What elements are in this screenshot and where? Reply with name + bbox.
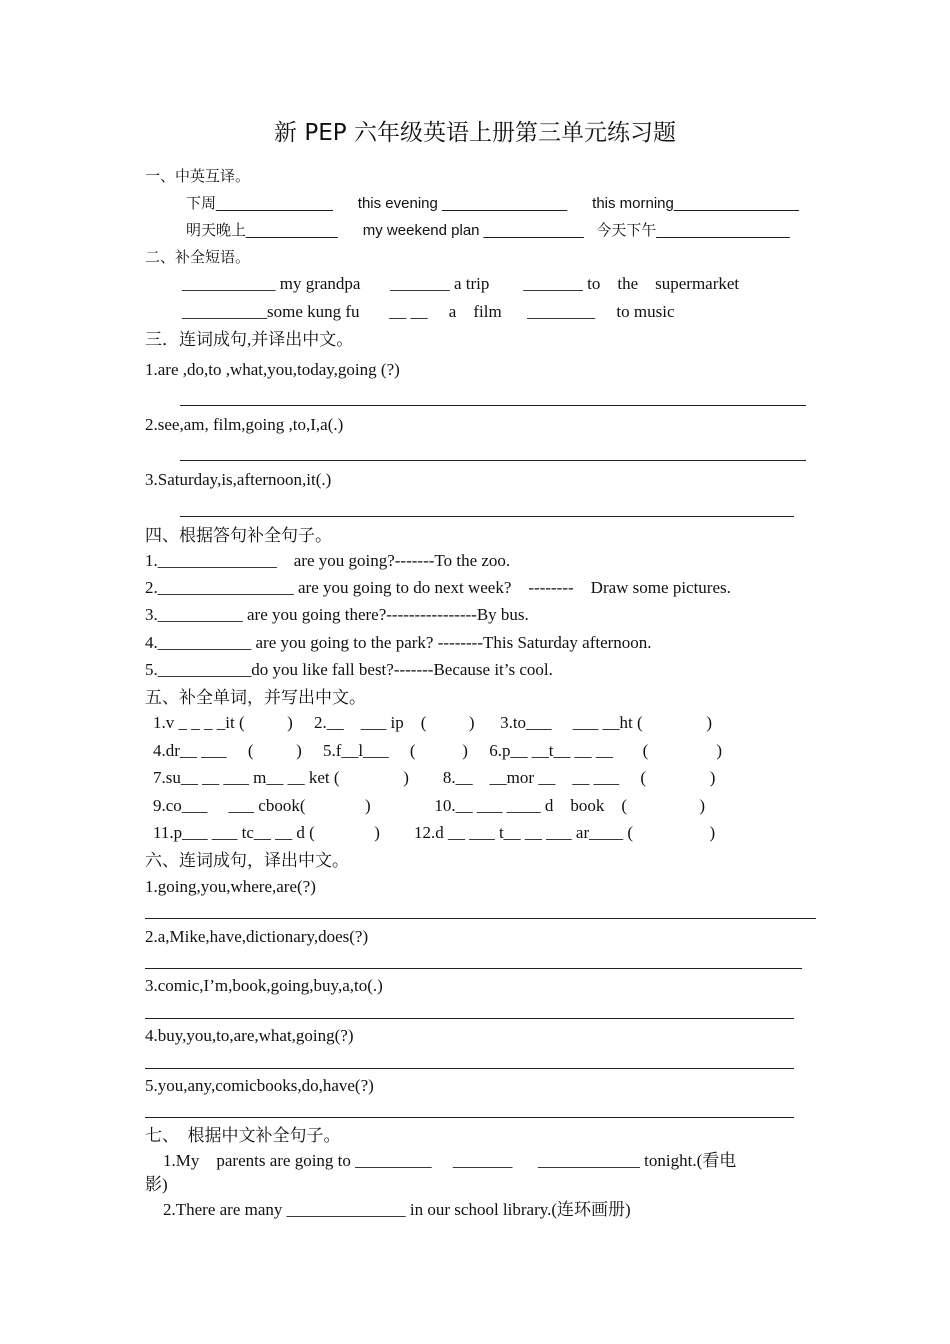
section-2-heading: 二、补全短语。 [145,249,251,266]
answer-line [180,460,806,461]
section-6-question-2: 2.a,Mike,have,dictionary,does(?) [145,927,369,946]
section-4-question-5: 5.___________do you like fall best?-------Because it’s cool. [145,660,553,679]
section-5-row-4: 9.co___ ___ cbook( ) 10.__ ___ ____ d book ( ) [153,796,705,815]
section-5-row-3: 7.su__ __ ___ m__ __ ket ( ) 8.__ __mor __ __ ___ ( ) [153,768,716,787]
section-5-row-2: 4.dr__ ___ ( ) 5.f__l___ ( ) 6.p__ __t__ __ __ ( ) [153,741,722,760]
section-6-question-5: 5.you,any,comicbooks,do,have(?) [145,1076,374,1095]
section-5-row-5: 11.p___ ___ tc__ __ d ( ) 12.d __ ___ t__ __ ___ ar____ ( ) [153,823,716,842]
section-7-heading: 七、 根据中文补全句子。 [145,1126,341,1145]
answer-line [180,516,794,517]
section-7-question-1-continued: 影) [145,1175,168,1194]
section-6-question-3: 3.comic,I’m,book,going,buy,a,to(.) [145,976,383,995]
section-3-question-1: 1.are ,do,to ,what,you,today,going (?) [145,360,400,379]
section-2-row-1: ___________ my grandpa _______ a trip _______ to the supermarket [182,274,740,293]
section-5-row-1: 1.v _ _ _ _it ( ) 2.__ ___ ip ( ) 3.to___ ___ __ht ( ) [153,713,713,732]
section-5-heading: 五、补全单词，并写出中文。 [145,688,366,707]
section-1-heading: 一、中英互译。 [145,168,251,185]
page-title: 新 PEP 六年级英语上册第三单元练习题 [274,120,676,146]
section-7-question-2: 2.There are many ______________ in our school library.(连环画册) [163,1200,631,1219]
section-2-row-2: __________some kung fu __ __ a film ________ to music [182,302,675,321]
answer-line [145,1068,794,1069]
section-4-heading: 四、根据答句补全句子。 [145,526,332,545]
section-4-question-1: 1.______________ are you going?-------To the zoo. [145,551,511,570]
section-7-question-1: 1.My parents are going to _________ _______ ____________ tonight.(看电 [163,1151,737,1170]
section-4-question-3: 3.__________ are you going there?----------------By bus. [145,605,529,624]
section-1-row-1: 下周______________ this evening _______________ this morning_______________ [186,195,799,212]
section-6-heading: 六、连词成句，译出中文。 [145,851,349,870]
section-3-heading: 三．连词成句,并译出中文。 [145,330,354,349]
section-4-question-4: 4.___________ are you going to the park? --------This Saturday afternoon. [145,633,652,652]
answer-line [180,405,806,406]
section-6-question-4: 4.buy,you,to,are,what,going(?) [145,1026,354,1045]
answer-line [145,1117,794,1118]
section-3-question-3: 3.Saturday,is,afternoon,it(.) [145,470,332,489]
answer-line [145,968,802,969]
section-1-row-2: 明天晚上___________ my weekend plan ____________ 今天下午________________ [186,222,790,239]
section-6-question-1: 1.going,you,where,are(?) [145,877,316,896]
section-4-question-2: 2.________________ are you going to do next week? -------- Draw some pictures. [145,578,731,597]
answer-line [145,918,816,919]
section-3-question-2: 2.see,am, film,going ,to,I,a(.) [145,415,344,434]
answer-line [145,1018,794,1019]
